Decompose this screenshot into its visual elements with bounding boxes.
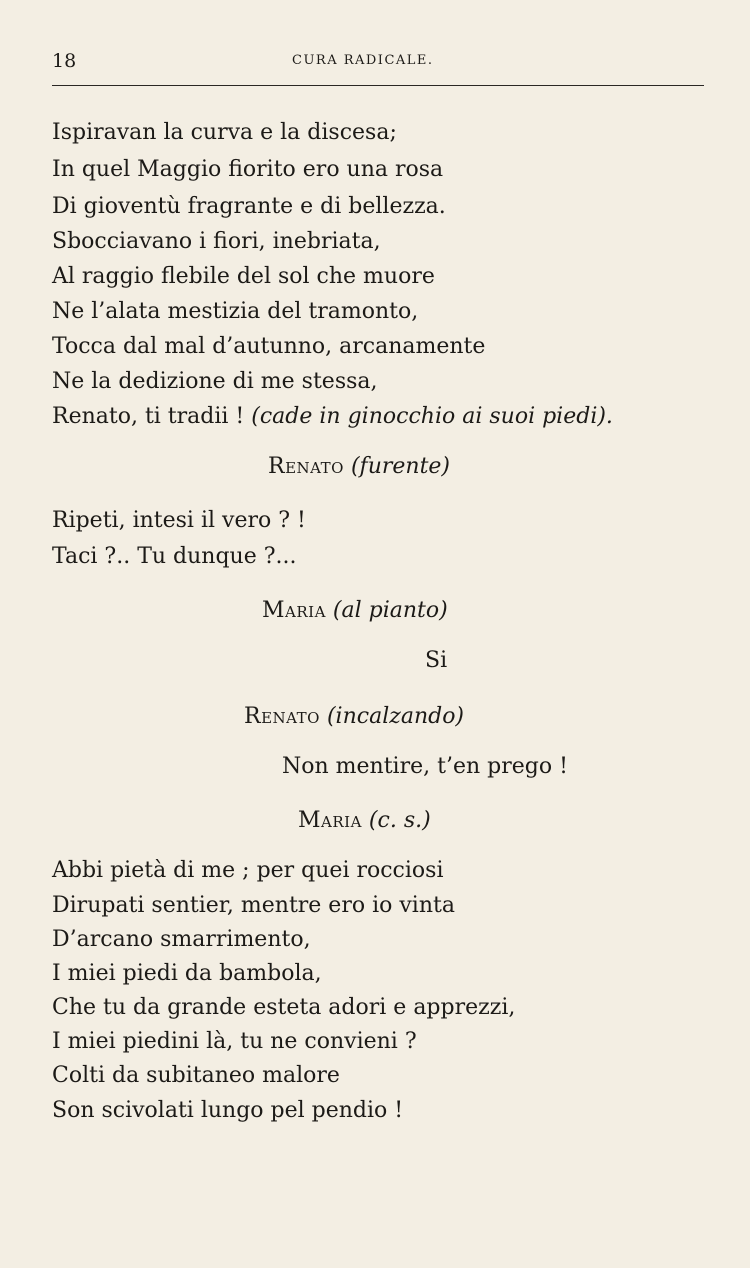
verse-line: Non mentire, t’en prego !: [282, 754, 568, 779]
speaker-heading: [244, 706, 464, 728]
speaker-name: Maria: [298, 808, 362, 833]
verse-line: Tocca dal mal d’autunno, arcanamente: [52, 334, 486, 359]
verse-line: Sbocciavano i fiori, inebriata,: [52, 229, 381, 254]
page-number: 18: [52, 50, 77, 72]
verse-line: Ne l’alata mestizia del tramonto,: [52, 299, 419, 324]
page-header: [52, 50, 702, 80]
verse-text: Renato, ti tradii !: [52, 404, 252, 429]
verse-line: Son scivolati lungo pel pendio !: [52, 1098, 404, 1123]
verse-line: Colti da subitaneo malore: [52, 1063, 340, 1088]
verse-line: I miei piedini là, tu ne convieni ?: [52, 1029, 417, 1054]
stage-direction: (incalzando): [326, 704, 465, 729]
verse-line: Ne la dedizione di me stessa,: [52, 369, 378, 394]
verse-line: Di gioventù fragrante e di bellezza.: [52, 194, 446, 219]
speaker-heading: [298, 810, 431, 832]
running-title: CURA RADICALE.: [292, 53, 434, 68]
speaker-name: Renato: [268, 454, 344, 479]
verse-line: Che tu da grande esteta adori e apprezzi,: [52, 995, 516, 1020]
verse-line: Ripeti, intesi il vero ? !: [52, 508, 306, 533]
speaker-heading: [262, 600, 448, 622]
speaker-name: Renato: [244, 704, 320, 729]
verse-line: Abbi pietà di me ; per quei rocciosi: [52, 858, 444, 883]
stage-direction: (c. s.): [368, 808, 431, 833]
verse-line: In quel Maggio fiorito ero una rosa: [52, 157, 444, 182]
verse-line: I miei piedi da bambola,: [52, 961, 322, 986]
verse-line: Si: [425, 648, 448, 673]
verse-line: Taci ?.. Tu dunque ?...: [52, 544, 297, 569]
verse-line: [52, 406, 613, 428]
verse-line: D’arcano smarrimento,: [52, 927, 311, 952]
header-rule: [52, 85, 704, 86]
stage-direction: (cade in ginocchio ai suoi piedi).: [251, 404, 613, 429]
verse-line: Ispiravan la curva e la discesa;: [52, 120, 397, 145]
stage-direction: (al pianto): [332, 598, 448, 623]
stage-direction: (furente): [350, 454, 451, 479]
verse-line: Dirupati sentier, mentre ero io vinta: [52, 893, 455, 918]
speaker-name: Maria: [262, 598, 326, 623]
verse-line: Al raggio flebile del sol che muore: [52, 264, 435, 289]
speaker-heading: [268, 456, 450, 478]
